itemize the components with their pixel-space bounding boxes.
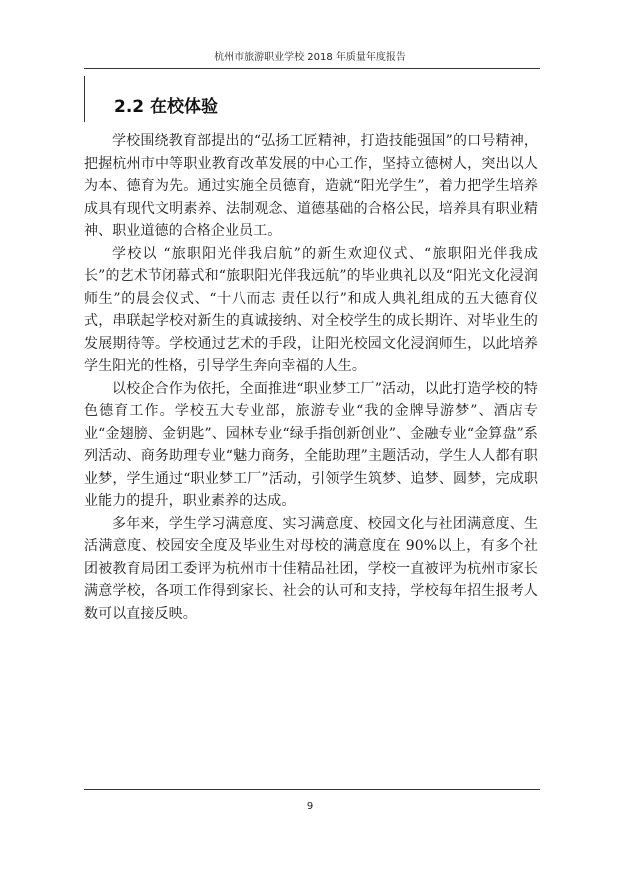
paragraph-moral-education: 学校围绕教育部提出的“弘扬工匠精神，打造技能强国”的口号精神，把握杭州市中等职业教育改革发展的中心工作，坚持立德树人，突出以人为本、德育为先。通过实施全员德育，造就“阳光学生”，着力把学生培养成具有现代文明素养、法制观念、道德基础的合格公民，培养具有职业精神、职业道德的合格企业员工。 — [84, 133, 538, 239]
paragraph-career-dream-factory: 以校企合作为依托，全面推进“职业梦工厂”活动，以此打造学校的特色德育工作。学校五大专业部，旅游专业“我的金牌导游梦”、酒店专业“金翅膀、金钥匙”、园林专业“绿手指创新创业”、金融专业“金算盘”系列活动、商务助理专业“魅力商务，全能助理”主题活动，学生人人都有职业梦，学生通过“职业梦工厂”活动，引领学生筑梦、追梦、圆梦，完成职业能力的提升，职业素养的达成。 — [84, 380, 538, 509]
section-marker-bar — [84, 76, 85, 122]
page-number: 9 — [306, 801, 314, 812]
footer-divider — [84, 789, 540, 790]
section-body — [84, 130, 538, 625]
header-divider — [84, 68, 540, 69]
section-title: 2.2 在校体验 — [114, 97, 219, 117]
paragraph-five-ceremonies: 学校以 “旅职阳光伴我启航”的新生欢迎仪式、“旅职阳光伴我成长”的艺术节闭幕式和“旅职阳光伴我远航”的毕业典礼以及“阳光文化浸润师生”的晨会仪式、“十八而志 责任以行”和成人典礼组成的五大德育仪式，串联起学校对新生的真诚接纳、对全校学生的成长期许、对毕业生的发展期待等。学校通过艺术的手段，让阳光校园文化浸润师生，以此培养学生阳光的性格，引导学生奔向幸福的人生。 — [84, 245, 538, 374]
running-header: 杭州市旅游职业学校 2018 年质量年度报告 — [214, 52, 406, 63]
paragraph-satisfaction: 多年来，学生学习满意度、实习满意度、校园文化与社团满意度、生活满意度、校园安全度及毕业生对母校的满意度在 90%以上，有多个社团被教育局团工委评为杭州市十佳精品社团，学校一直被评为杭州市家长满意学校，各项工作得到家长、社会的认可和支持，学校每年招生报考人数可以直接反映。 — [84, 515, 538, 622]
